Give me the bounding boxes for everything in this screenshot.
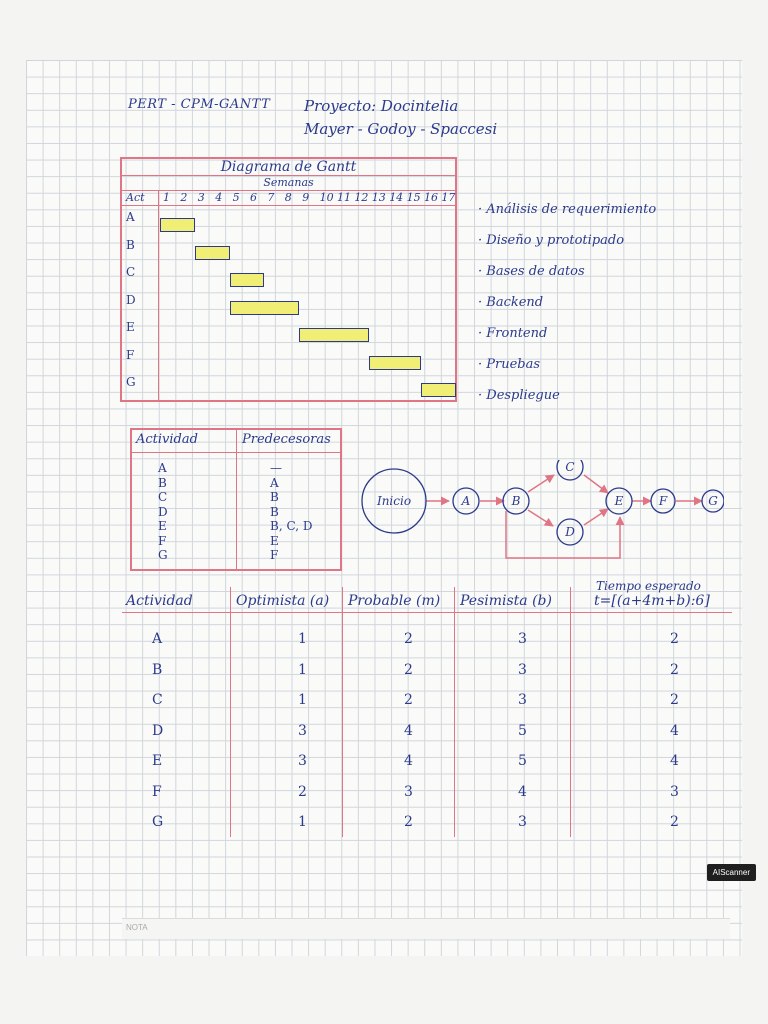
pred-header-activity: Actividad [136, 432, 198, 447]
node-d-label: D [565, 525, 575, 539]
edge-d-e [584, 509, 608, 525]
pert-cell-b: 3 [518, 661, 527, 678]
pert-cell-a: 1 [298, 661, 307, 678]
pred-activity: A [158, 461, 167, 475]
pert-cell-act: E [152, 753, 163, 769]
scanner-watermark: AIScanner [707, 864, 756, 881]
pert-cell-act: D [152, 722, 164, 739]
pert-cell-a: 1 [298, 814, 307, 830]
pert-cell-a: 3 [298, 753, 307, 769]
pert-cell-act: A [152, 631, 163, 647]
node-g-label: G [708, 494, 718, 508]
pert-cell-t: 2 [670, 692, 679, 708]
gantt-week-label: 14 [389, 191, 404, 204]
pert-cell-t: 2 [670, 661, 679, 678]
gantt-week-label: 6 [250, 191, 257, 204]
gantt-bar [230, 273, 265, 287]
pert-cell-t: 2 [670, 631, 679, 647]
authors: Mayer - Godoy - Spaccesi [304, 120, 498, 138]
gantt-row-label: G [126, 375, 136, 389]
pert-cell-m: 2 [404, 631, 413, 647]
pert-header-expected: t=[(a+4m+b):6] [594, 593, 710, 609]
network-diagram [354, 460, 724, 590]
pert-header-optimistic: Optimista (a) [236, 593, 330, 609]
gantt-week-label: 3 [197, 191, 205, 204]
pert-rule [454, 587, 455, 837]
pred-value: B, C, D [270, 519, 313, 533]
gantt-week-label: 4 [215, 191, 223, 204]
pert-rule [122, 612, 732, 613]
gantt-bar [195, 246, 230, 260]
gantt-bar [369, 356, 421, 370]
gantt-week-label: 15 [406, 191, 421, 204]
pert-rule [342, 587, 343, 837]
gantt-row-label: B [126, 237, 135, 252]
gantt-row-label: A [126, 210, 135, 224]
pert-cell-b: 5 [518, 753, 527, 769]
graph-paper-sheet [26, 60, 742, 956]
gantt-row-label: F [126, 347, 135, 362]
node-f-label: F [658, 494, 668, 508]
gantt-row-label: E [126, 320, 135, 334]
pert-cell-a: 3 [298, 722, 307, 739]
pert-cell-a: 1 [298, 631, 307, 647]
gantt-week-label: 8 [284, 191, 292, 204]
gantt-rule [122, 205, 455, 206]
pred-activity: E [158, 519, 167, 533]
gantt-week-label: 7 [267, 191, 275, 204]
pert-cell-m: 3 [404, 783, 413, 800]
legend-item: · Frontend [478, 326, 548, 341]
pert-cell-m: 2 [404, 814, 413, 830]
gantt-row-label: D [126, 292, 136, 307]
pert-header-probable: Probable (m) [348, 593, 441, 609]
node-e-label: E [614, 494, 624, 508]
pert-cell-b: 5 [518, 722, 527, 739]
pred-activity: B [158, 475, 167, 490]
pert-cell-t: 4 [670, 722, 679, 739]
predecessors-table [130, 428, 342, 571]
gantt-week-label: 9 [302, 191, 310, 204]
gantt-week-label: 2 [180, 191, 188, 204]
gantt-week-label: 12 [354, 191, 369, 204]
pred-value: A [270, 475, 279, 490]
pert-cell-m: 2 [404, 661, 413, 678]
pert-cell-m: 4 [404, 722, 413, 739]
pred-value: — [270, 461, 282, 475]
pert-cell-b: 3 [518, 814, 527, 830]
gantt-week-label: 16 [424, 191, 438, 204]
pred-value: E [270, 533, 279, 548]
pert-rule [570, 587, 571, 837]
legend-item: · Análisis de requerimiento [478, 202, 657, 217]
edge-b-c [528, 475, 554, 492]
pert-table [122, 587, 732, 837]
pert-cell-m: 4 [404, 753, 413, 769]
pert-cell-t: 2 [670, 814, 679, 830]
edge-b-d [528, 510, 553, 526]
pred-activity: G [158, 548, 168, 562]
pert-cell-act: G [152, 814, 164, 830]
legend-item: · Diseño y prototipado [478, 233, 625, 248]
pert-cell-b: 3 [518, 631, 527, 647]
pred-activity: D [158, 504, 168, 519]
edge-c-e [584, 475, 608, 493]
legend-item: · Bases de datos [478, 264, 585, 279]
pred-value: F [270, 548, 279, 562]
gantt-week-label: 5 [232, 191, 240, 204]
edge-b-e [506, 511, 620, 558]
method-title: PERT - CPM-GANTT [128, 97, 271, 112]
node-inicio-label: Inicio [376, 494, 412, 508]
pert-cell-act: C [152, 692, 163, 708]
node-a-label: A [461, 494, 471, 508]
gantt-title: Diagrama de Gantt [220, 159, 357, 175]
pred-value: B [270, 504, 279, 519]
legend-item: · Pruebas [478, 357, 541, 372]
pert-header-pessimistic: Pesimista (b) [460, 593, 552, 609]
gantt-bar [421, 383, 456, 397]
pert-cell-m: 2 [404, 692, 413, 708]
pert-cell-a: 2 [298, 783, 307, 800]
pred-value: B [270, 490, 279, 504]
gantt-bar [299, 328, 369, 342]
gantt-bar [160, 218, 195, 232]
pert-cell-b: 4 [518, 783, 527, 800]
pred-activity: F [158, 533, 167, 548]
pred-rule [236, 430, 237, 569]
node-c-label: C [565, 460, 575, 474]
pert-cell-act: B [152, 661, 163, 678]
node-b-label: B [511, 494, 521, 508]
gantt-week-label: 10 [319, 191, 334, 204]
gantt-week-label: 11 [337, 191, 351, 204]
te-header-title: Tiempo esperado [596, 579, 701, 593]
legend-item: · Backend [478, 295, 544, 310]
pred-header-predecessors: Predecesoras [242, 432, 331, 447]
pert-header-activity: Actividad [126, 593, 193, 609]
gantt-rule [158, 190, 159, 400]
pred-activity: C [158, 490, 168, 504]
gantt-row-label: C [126, 265, 136, 279]
gantt-act-header: Act [126, 191, 145, 204]
pert-cell-t: 4 [670, 753, 679, 769]
pert-cell-t: 3 [670, 783, 679, 800]
pert-cell-b: 3 [518, 692, 527, 708]
pert-rule [230, 587, 231, 837]
note-footer [122, 918, 730, 939]
legend-item: · Despliegue [478, 388, 560, 403]
note-label: NOTA [126, 923, 148, 932]
pert-cell-a: 1 [298, 692, 307, 708]
gantt-subtitle: Semanas [263, 176, 314, 189]
gantt-week-label: 17 [441, 191, 456, 204]
gantt-bar [230, 301, 300, 315]
project-title: Proyecto: Docintelia [304, 97, 459, 115]
gantt-chart [120, 157, 457, 402]
gantt-week-label: 1 [163, 191, 170, 204]
pert-cell-act: F [152, 783, 162, 800]
gantt-week-label: 13 [371, 191, 386, 204]
gantt-rule [122, 175, 455, 176]
